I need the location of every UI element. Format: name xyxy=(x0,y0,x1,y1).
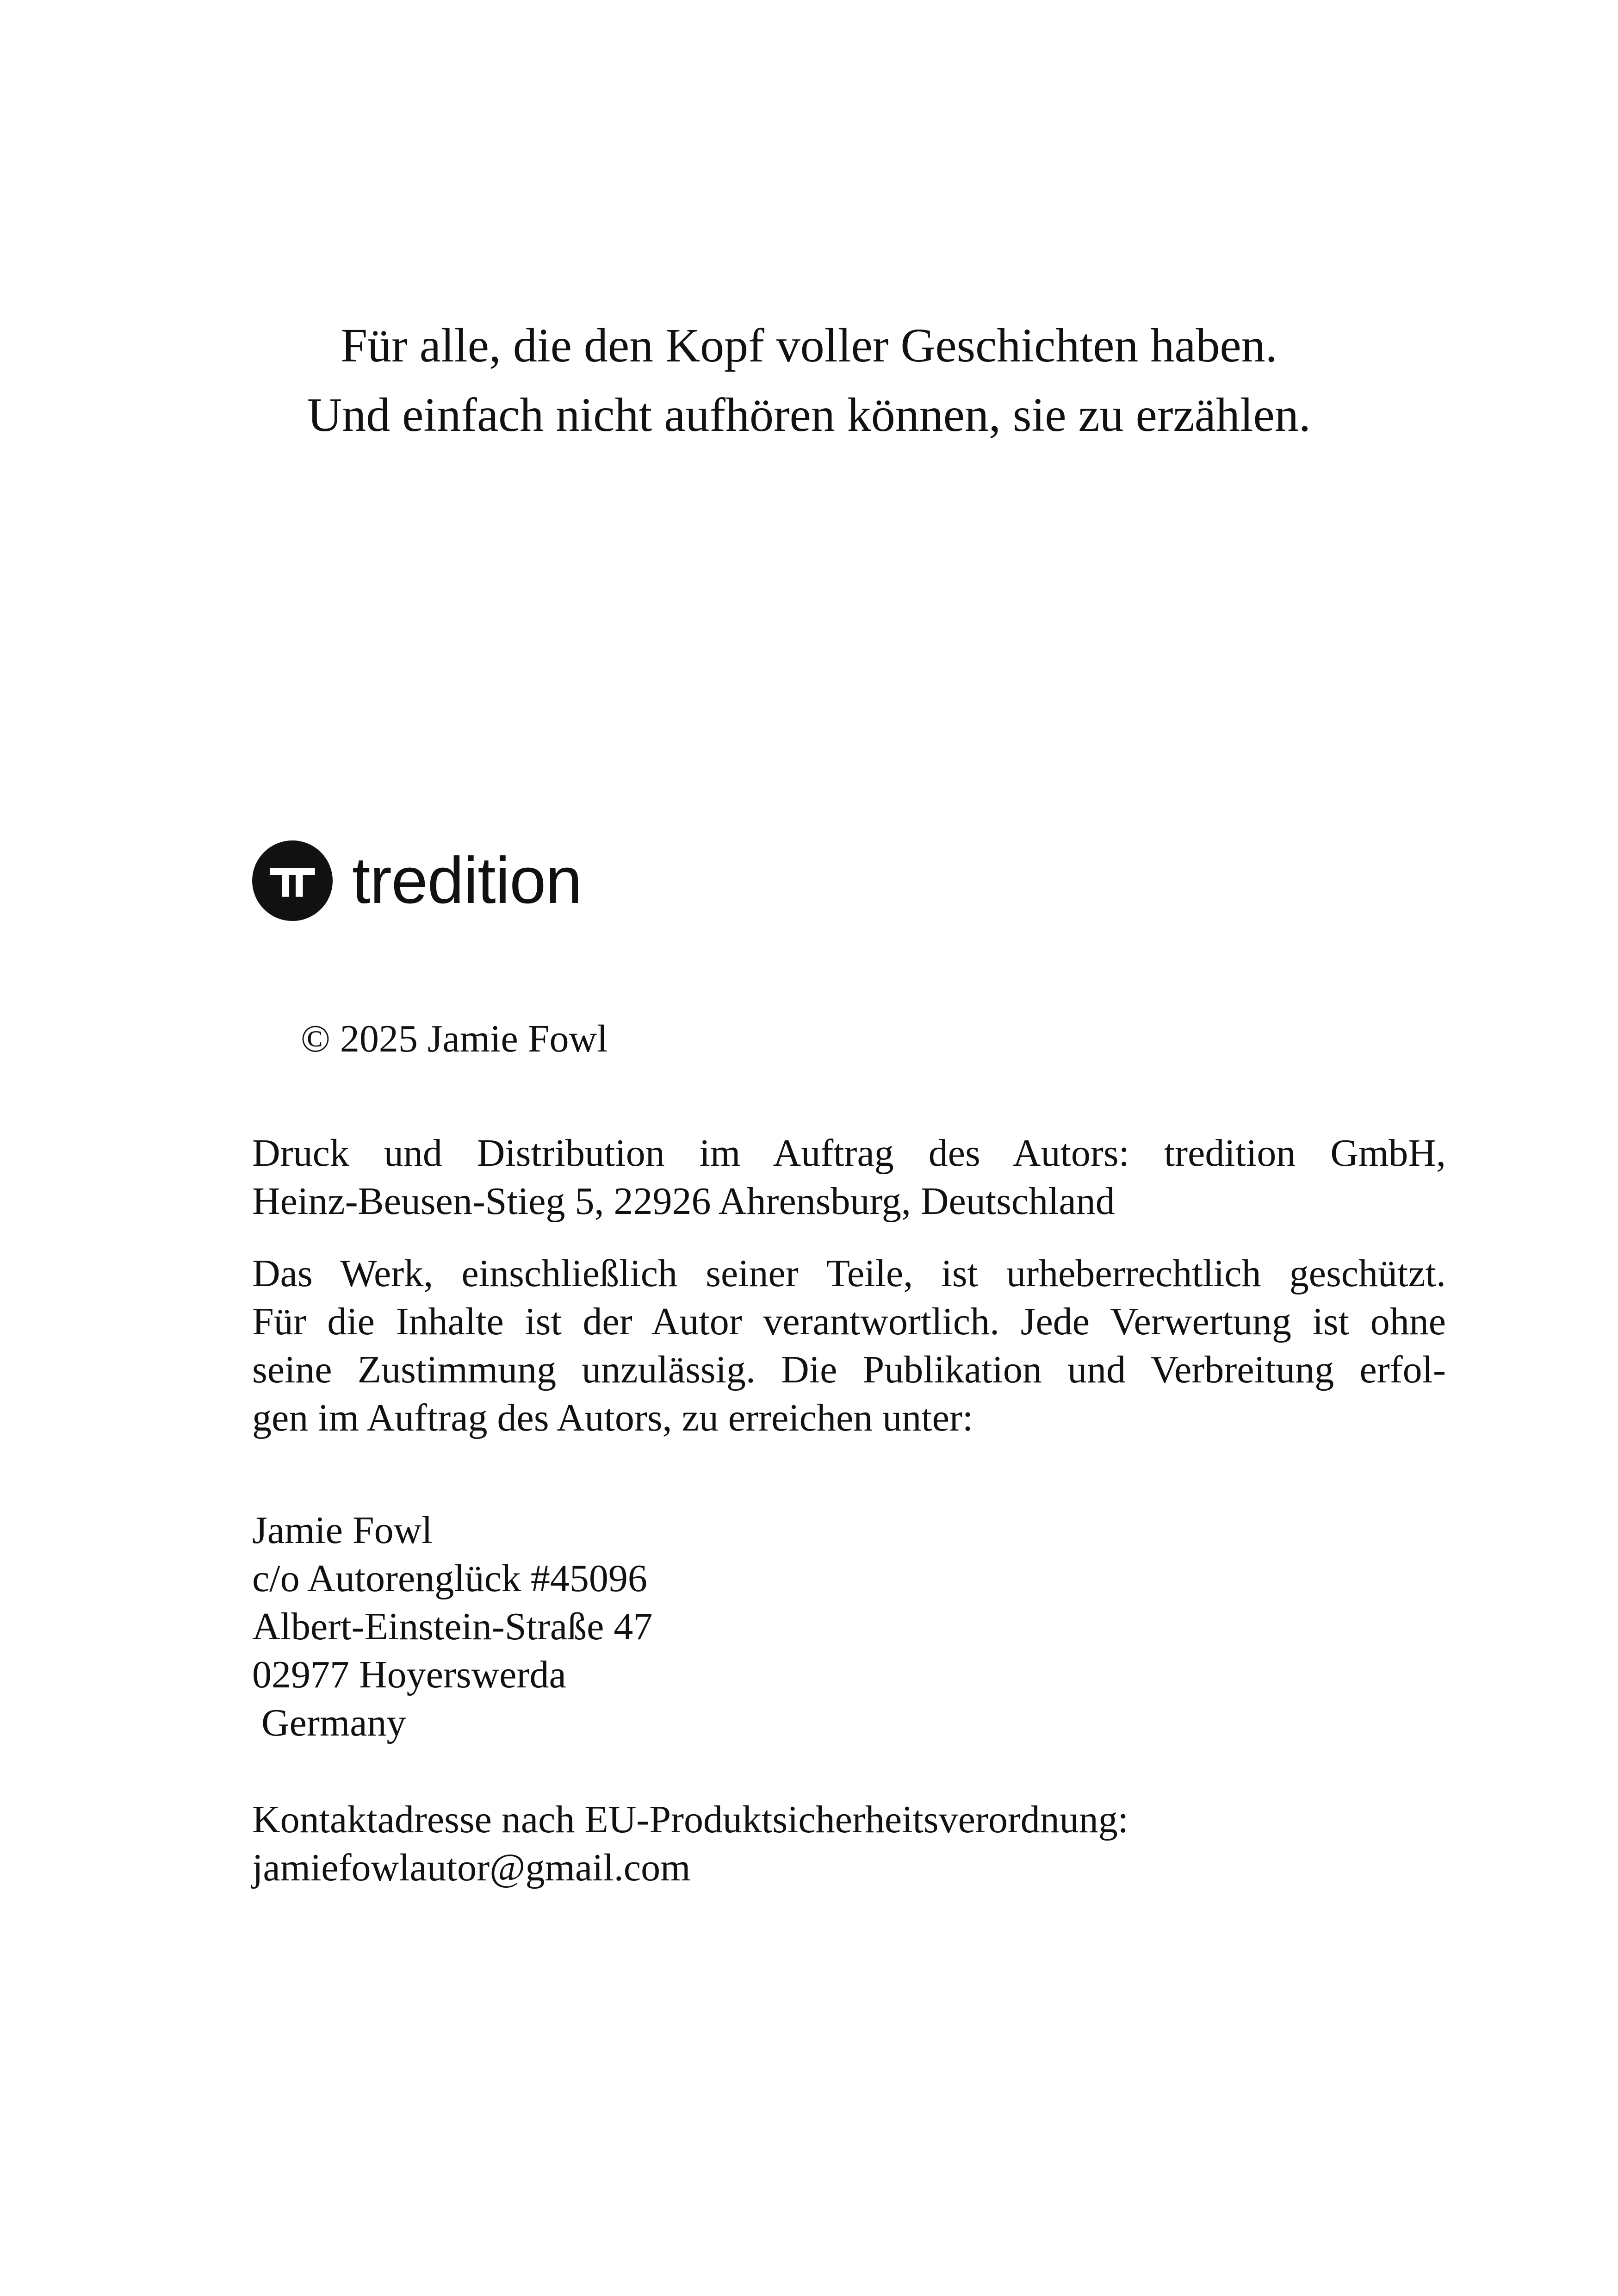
author-care-of: c/o Autorenglück #45096 xyxy=(252,1557,647,1600)
printer-notice-line-1: Druck und Distribution im Auftrag des Autors: tredition GmbH, xyxy=(252,1132,1446,1175)
copyright-notice: © 2025 Jamie Fowl xyxy=(301,1017,608,1060)
publisher-logo xyxy=(252,837,632,925)
rights-notice-line-2: Für die Inhalte ist der Autor verantwortlich. Jede Verwertung ist ohne xyxy=(252,1300,1446,1343)
dedication-line-1: Für alle, die den Kopf voller Geschichten haben. xyxy=(341,319,1277,372)
dedication-line-2: Und einfach nicht aufhören können, sie zu erzählen. xyxy=(307,388,1311,442)
author-city: 02977 Hoyerswerda xyxy=(252,1653,566,1696)
safety-contact-label: Kontaktadresse nach EU-Produktsicherheitsverordnung: xyxy=(252,1798,1129,1841)
dedication xyxy=(0,311,1618,450)
author-address xyxy=(252,1506,1446,1747)
safety-contact-email: jamiefowlautor@gmail.com xyxy=(252,1846,691,1889)
rights-notice-line-4: gen im Auftrag des Autors, zu erreichen unter: xyxy=(252,1396,973,1439)
tredition-wordmark: tredition xyxy=(352,844,582,917)
rights-notice xyxy=(252,1250,1446,1442)
printer-notice-line-2: Heinz-Beusen-Stieg 5, 22926 Ahrensburg, Deutschland xyxy=(252,1180,1115,1223)
printer-notice xyxy=(252,1129,1446,1226)
author-country: Germany xyxy=(261,1701,406,1744)
author-street: Albert-Einstein-Straße 47 xyxy=(252,1605,653,1648)
safety-contact xyxy=(252,1796,1446,1892)
rights-notice-line-3: seine Zustimmung unzulässig. Die Publikation und Verbreitung erfol- xyxy=(252,1348,1446,1391)
author-name: Jamie Fowl xyxy=(252,1509,433,1552)
tredition-logo-icon xyxy=(252,840,333,921)
rights-notice-line-1: Das Werk, einschließlich seiner Teile, ist urheberrechtlich geschützt. xyxy=(252,1252,1446,1295)
